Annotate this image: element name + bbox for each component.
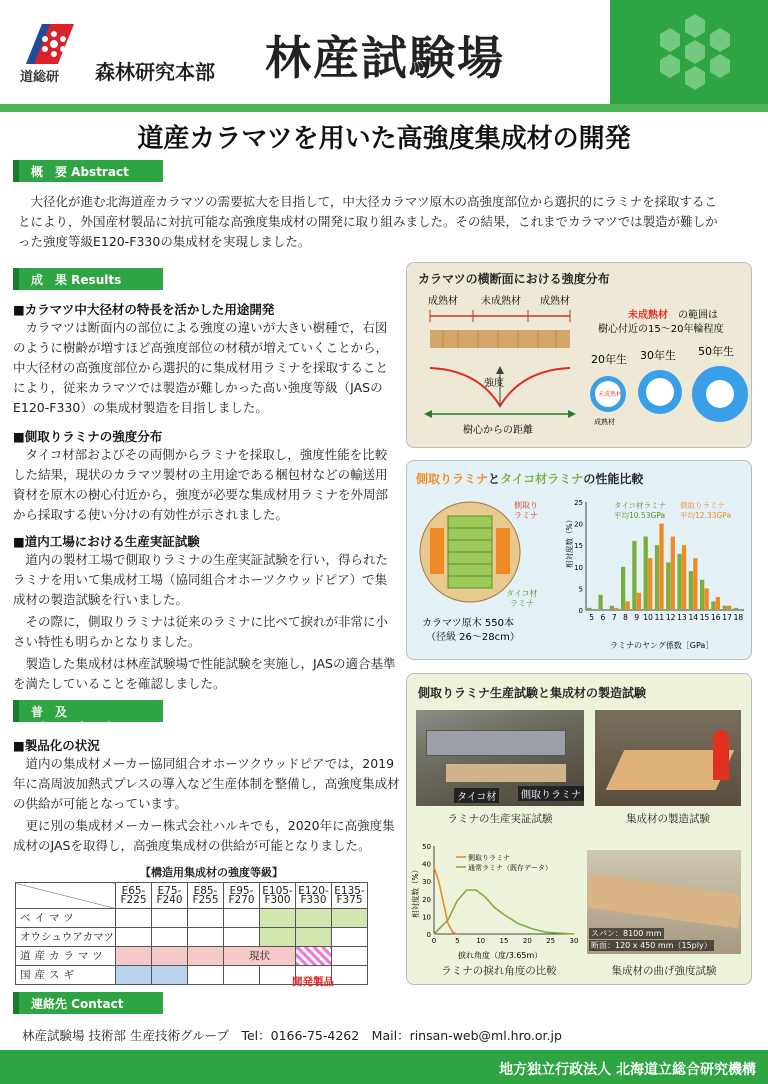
hist-x-tick: 11 <box>654 613 665 622</box>
page-title: 道産カラマツを用いた高強度集成材の開発 <box>137 124 631 154</box>
panel2-title-b: と <box>488 472 501 486</box>
caption-bending: 集成材の曲げ強度試験 <box>611 965 717 977</box>
twist-legend-normal: 通常ラミナ（既存データ） <box>468 864 552 872</box>
twist-x-tick: 10 <box>476 937 486 945</box>
strength-label: 強度 <box>484 378 504 389</box>
hist-y-tick: 10 <box>574 563 583 572</box>
age-50: 50年生 <box>698 345 734 358</box>
hist-bar <box>637 593 641 610</box>
distance-label: 樹心からの距離 <box>463 425 533 436</box>
immature-mark: 未成熟材 <box>598 391 623 398</box>
abstract-tag: 概 要 Abstract <box>13 160 163 182</box>
results-para-5: 製造した集成材は林産試験場で性能試験を実施し，JASの適合基準を満たしていることを確認しました。 <box>13 656 396 691</box>
span-label: スパン：8100 mm <box>591 929 662 938</box>
grade-header: E95- F270 <box>224 883 260 909</box>
abstract-text: 大径化が進む北海道産カラマツの需要拡大を目指して，中大径カラマツ原木の高強度部位から選択的にラミナを採取することにより，外国産材製品に対抗可能な高強度集成材の開発に取り組みました。その結果，これまでカラマツでは製造が難しかった強度等級E120-F330の集成材を実現しました。 <box>18 194 718 249</box>
hist-bar <box>598 595 602 610</box>
hist-x-tick: 9 <box>634 613 640 622</box>
hro-logo-icon <box>22 24 74 64</box>
grade-table-caption: 【構造用集成材の強度等級】 <box>140 866 283 879</box>
legend-taiko: タイコ材ラミナ <box>614 501 667 510</box>
wood-strip <box>430 330 570 348</box>
twist-y-tick: 40 <box>422 860 431 869</box>
dissemination-heading: ■製品化の状況 <box>13 738 100 753</box>
hist-x-tick: 10 <box>643 613 653 622</box>
results-para-2: タイコ材部およびその両側からラミナを採取し，強度性能を比較した結果，現状のカラマツ製材の主用途である梱包材などの輸送用資材を原木の樹心付近から，強度が必要な集成材用ラミナを外周部から採取する使い分けの有効性が示されました。 <box>13 447 389 522</box>
panel2-title-c: タイコ材ラミナ <box>500 472 584 486</box>
hist-x-tick: 17 <box>722 613 732 622</box>
panel2-title-d: の性能比較 <box>583 472 644 486</box>
dissemination-tag: 普 及 Dissemination <box>13 700 163 722</box>
log-sub-label: （径級 26～28cm） <box>426 632 520 643</box>
results-tag: 成 果 Results <box>13 268 163 290</box>
hist-bar <box>610 606 614 610</box>
header-line <box>0 104 768 112</box>
grade-row-label: 道産カラマツ <box>16 947 116 966</box>
hist-bar <box>632 541 636 610</box>
twist-series-line <box>434 890 574 934</box>
age-30: 30年生 <box>640 349 676 362</box>
grade-header: E65- F225 <box>116 883 152 909</box>
hist-y-tick: 20 <box>574 520 583 529</box>
lab-name: 林産試験場 <box>265 31 505 85</box>
hist-x-tick: 5 <box>589 613 595 622</box>
twist-legend-side: 側取りラミナ <box>468 854 510 862</box>
hist-x-tick: 16 <box>711 613 721 622</box>
dissemination-para-1: 道内の集成材メーカー協同組合オホーツクウッドピアでは，2019年に高周波加熱式プレスの導入など生産体制を整備し，高強度集成材の供給が可能となっています。 <box>13 756 400 811</box>
hist-x-tick: 12 <box>665 613 676 622</box>
twist-ylabel: 相対度数（%） <box>411 865 420 918</box>
hist-x-tick: 15 <box>699 613 710 622</box>
log-cross-section <box>410 490 570 650</box>
grade-row-label: ベイマツ <box>16 909 116 928</box>
twist-x-tick: 5 <box>455 937 460 945</box>
youngs-modulus-histogram <box>564 492 750 652</box>
twist-x-tick: 25 <box>546 937 556 945</box>
hist-y-tick: 25 <box>574 499 583 507</box>
header <box>0 0 768 112</box>
glulam-factory-photo <box>595 710 741 806</box>
hist-bar <box>723 606 727 610</box>
legend-taiko-avg: 平均10.53GPa <box>614 511 666 520</box>
cross-section-diagram <box>408 288 750 444</box>
hist-bar <box>682 545 686 610</box>
label-mature-left: 成熟材 <box>428 296 458 307</box>
label-immature: 未成熟材 <box>481 296 521 307</box>
hist-y-tick: 0 <box>578 607 583 615</box>
hist-bar <box>677 554 681 610</box>
section-label: 断面：120 x 450 mm（15ply） <box>591 941 712 950</box>
hist-bar <box>587 608 591 610</box>
note-range: の範囲は <box>678 310 718 321</box>
twist-x-tick: 30 <box>569 937 579 945</box>
panel1-title: カラマツの横断面における強度分布 <box>418 272 610 286</box>
panel2-title <box>416 470 643 487</box>
hist-bar <box>716 597 720 610</box>
label-mature-right: 成熟材 <box>540 296 570 307</box>
hist-bar <box>705 588 709 610</box>
contact-text: 林産試験場 技術部 生産技術グループ Tel：0166-75-4262 Mail：rinsan-web@ml.hro.or.jp <box>22 1028 562 1043</box>
grade-table <box>15 882 368 985</box>
hist-bar <box>644 537 648 610</box>
twist-x-tick: 20 <box>522 937 532 945</box>
hist-bar <box>671 537 675 610</box>
twist-x-tick: 0 <box>431 937 437 945</box>
twist-y-tick: 50 <box>422 843 431 851</box>
hist-bar <box>689 571 693 610</box>
hist-x-tick: 6 <box>600 613 606 622</box>
hist-bar <box>711 601 715 610</box>
twist-y-tick: 30 <box>422 878 431 887</box>
hist-y-tick: 15 <box>574 542 583 551</box>
results-heading-2: ■側取りラミナの強度分布 <box>13 429 163 444</box>
panel2-title-a: 側取りラミナ <box>416 472 489 486</box>
twist-x-tick: 15 <box>499 937 509 945</box>
hist-bar <box>626 601 630 610</box>
results-heading-1: ■カラマツ中大径材の特長を活かした用途開発 <box>13 302 275 317</box>
sawmill-photo <box>416 710 584 806</box>
hist-x-tick: 14 <box>688 613 698 622</box>
caption-twist: ラミナの捩れ角度の比較 <box>441 965 557 977</box>
grade-header: E85- F255 <box>188 883 224 909</box>
grade-table-corner <box>16 883 116 909</box>
photo-tag-taiko: タイコ材 <box>454 788 499 803</box>
note-immature: 未成熟材 <box>628 310 668 321</box>
age-20: 20年生 <box>591 353 627 366</box>
twist-series-line <box>434 867 457 934</box>
panel3-title: 側取りラミナ生産試験と集成材の製造試験 <box>418 686 647 700</box>
hist-bar <box>734 608 738 610</box>
hist-bar <box>621 567 625 610</box>
photo-tag-side: 側取りラミナ <box>518 786 584 801</box>
results-para-3: 道内の製材工場で側取りラミナの生産実証試験を行い，得られたラミナを用いて集成材工場（協同組合オホーツクウッドピア）で集成材の製造試験を行いました。 <box>13 552 389 607</box>
twist-angle-chart <box>410 838 582 962</box>
hist-x-tick: 8 <box>623 613 628 622</box>
dev-product-label: 開発製品 <box>292 976 334 988</box>
hist-xlabel: ラミナのヤング係数［GPa］ <box>610 641 714 650</box>
note-rings: 樹心付近の15～20年輪程度 <box>598 324 724 335</box>
legend-side: 側取りラミナ <box>680 501 725 510</box>
grade-row-label: オウシュウアカマツ <box>16 928 116 947</box>
mature-mark: 成熟材 <box>594 418 615 426</box>
hist-ylabel: 相対度数（%） <box>565 515 574 568</box>
hist-bar <box>727 606 731 610</box>
hist-bar <box>693 558 697 610</box>
twist-xlabel: 捩れ角度（度/3.65m） <box>458 951 543 960</box>
twist-y-tick: 0 <box>426 931 431 939</box>
current-label: 現状 <box>224 947 296 966</box>
results-para-1: カラマツは断面内の部位による強度の違いが大きい樹種で，右図のように樹齢が増すほど高強度部位の材積が増えていくことから，中大径材の高強度部位から選択的に集成材用ラミナを採取することにより，従来カラマツでは製造が難しかった高い強度等級（JASのE120-F330）の集成材製造を目指しました。 <box>13 320 389 415</box>
hist-bar <box>700 580 704 610</box>
twist-y-tick: 20 <box>422 895 431 904</box>
results-para-4: その際に，側取りラミナは従来のラミナに比べて捩れが非常に小さい特性も明らかとなりました。 <box>13 614 389 649</box>
dissemination-para-2: 更に別の集成材メーカー株式会社ハルキでも，2020年に高強度集成材のJASを取得し，高強度集成材の供給が可能となりました。 <box>13 818 395 853</box>
hist-x-tick: 18 <box>733 613 744 622</box>
hist-y-tick: 5 <box>578 585 583 594</box>
org-logo-text: 道総研 <box>20 70 60 85</box>
legend-side-avg: 平均12.33GPa <box>680 511 732 520</box>
hist-bar <box>666 562 670 610</box>
hist-bar <box>648 558 652 610</box>
contact-tag: 連絡先 Contact <box>13 992 163 1014</box>
footer-org: 地方独立行政法人 北海道立総合研究機構 <box>0 1050 768 1084</box>
hist-x-tick: 7 <box>611 613 617 622</box>
log-label: カラマツ原木 550本 <box>422 618 514 629</box>
hist-bar <box>655 545 659 610</box>
caption-lamina-test: ラミナの生産実証試験 <box>447 813 553 825</box>
hist-bar <box>659 524 663 610</box>
grade-header: E105- F300 <box>260 883 296 909</box>
grade-header: E135- F375 <box>332 883 368 909</box>
grade-header: E120- F330 <box>296 883 332 909</box>
side-lamina-label: 側取りラミナ <box>514 501 538 520</box>
taiko-lamina-label: タイコ材ラミナ <box>506 589 538 608</box>
hist-x-tick: 13 <box>677 613 687 622</box>
grade-header: E75- F240 <box>152 883 188 909</box>
results-heading-3: ■道内工場における生産実証試験 <box>13 534 200 549</box>
snowflake-hex-icon <box>640 10 750 100</box>
bending-test-photo <box>587 850 741 954</box>
grade-row-label: 国産スギ <box>16 966 116 985</box>
hq-name: 森林研究本部 <box>95 60 215 84</box>
hist-bar <box>614 608 618 610</box>
twist-y-tick: 10 <box>422 913 431 922</box>
caption-glulam-test: 集成材の製造試験 <box>626 813 710 825</box>
